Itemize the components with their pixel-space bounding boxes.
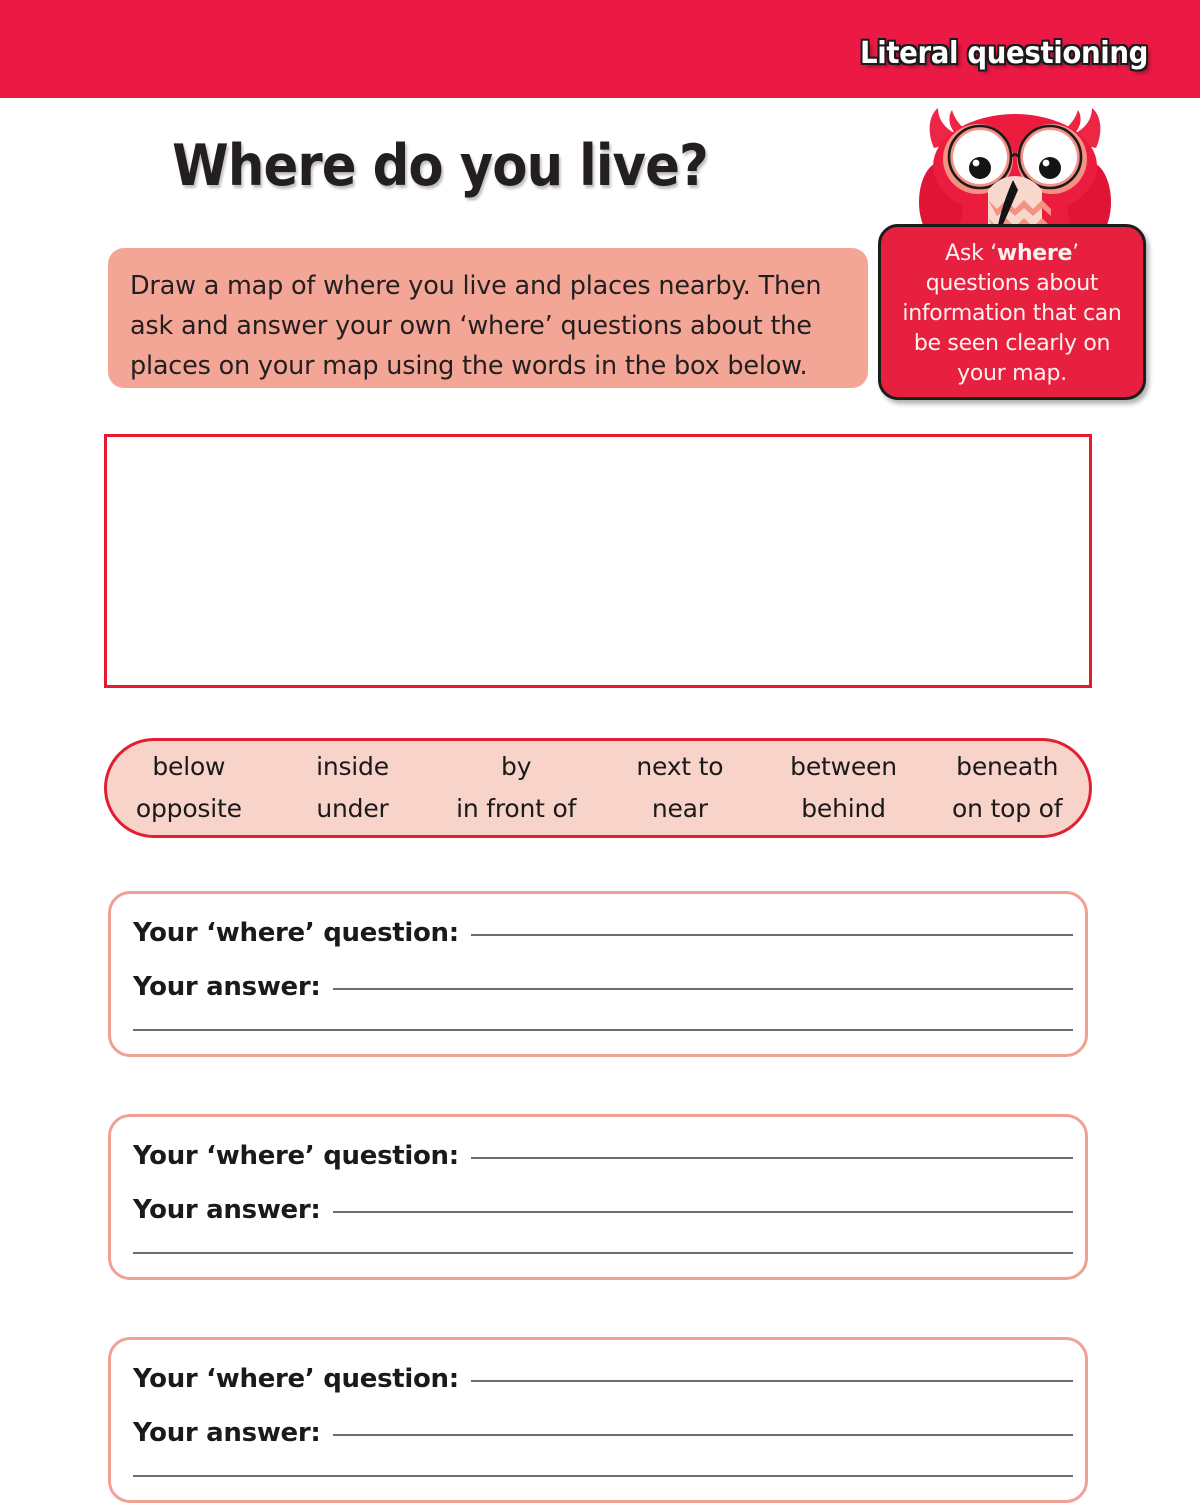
word-bank-column (762, 746, 926, 830)
answer-row (133, 1418, 1073, 1448)
word-bank-word: behind (801, 794, 886, 823)
word-bank-column (271, 746, 435, 830)
word-bank-column (434, 746, 598, 830)
answer-box (108, 1114, 1088, 1280)
word-bank-word: between (790, 752, 897, 781)
page-title: Where do you live? (172, 133, 708, 199)
instruction-text: Draw a map of where you live and places nearby. Then ask and answer your own ‘where’ questions about the places on your map using the words in the box below. (130, 271, 822, 381)
owl-icon (900, 104, 1130, 244)
instruction-panel (108, 248, 868, 388)
header-title: Literal questioning (860, 36, 1148, 71)
header-band (0, 0, 1200, 98)
word-bank-column (925, 746, 1089, 830)
answer-input-line[interactable] (333, 1434, 1074, 1436)
question-input-line[interactable] (471, 934, 1073, 936)
word-bank-word: by (501, 752, 532, 781)
answer-input-line-2[interactable] (133, 1475, 1073, 1477)
answer-row (133, 972, 1073, 1002)
answer-box (108, 891, 1088, 1057)
answer-row (133, 1195, 1073, 1225)
word-bank-word: opposite (135, 794, 242, 823)
owl-tip-bubble (878, 224, 1146, 400)
answer-input-line[interactable] (333, 1211, 1074, 1213)
word-bank (104, 738, 1092, 838)
owl-tip-text-after: ’ questions about information that can be seen clearly on your map. (902, 241, 1122, 386)
map-drawing-area[interactable] (104, 434, 1092, 688)
word-bank-word: below (152, 752, 226, 781)
word-bank-word: on top of (952, 794, 1063, 823)
question-row (133, 918, 1073, 948)
question-row (133, 1141, 1073, 1171)
question-label: Your ‘where’ question: (133, 918, 459, 948)
word-bank-word: near (651, 794, 708, 823)
question-label: Your ‘where’ question: (133, 1364, 459, 1394)
owl-mascot (900, 104, 1130, 244)
word-bank-word: beneath (956, 752, 1059, 781)
question-input-line[interactable] (471, 1157, 1073, 1159)
word-bank-word: under (316, 794, 389, 823)
question-row (133, 1364, 1073, 1394)
owl-tip-text-bold: where (996, 241, 1073, 266)
answer-box (108, 1337, 1088, 1503)
answer-label: Your answer: (133, 1195, 321, 1225)
word-bank-word: inside (316, 752, 389, 781)
word-bank-column (107, 746, 271, 830)
answer-input-line[interactable] (333, 988, 1074, 990)
owl-tip-text (895, 239, 1129, 389)
question-input-line[interactable] (471, 1380, 1073, 1382)
owl-tip-text-before: Ask ‘ (945, 241, 997, 266)
answer-label: Your answer: (133, 1418, 321, 1448)
word-bank-column (598, 746, 762, 830)
answer-label: Your answer: (133, 972, 321, 1002)
word-bank-word: next to (636, 752, 724, 781)
word-bank-word: in front of (456, 794, 577, 823)
answer-input-line-2[interactable] (133, 1029, 1073, 1031)
question-label: Your ‘where’ question: (133, 1141, 459, 1171)
answer-input-line-2[interactable] (133, 1252, 1073, 1254)
